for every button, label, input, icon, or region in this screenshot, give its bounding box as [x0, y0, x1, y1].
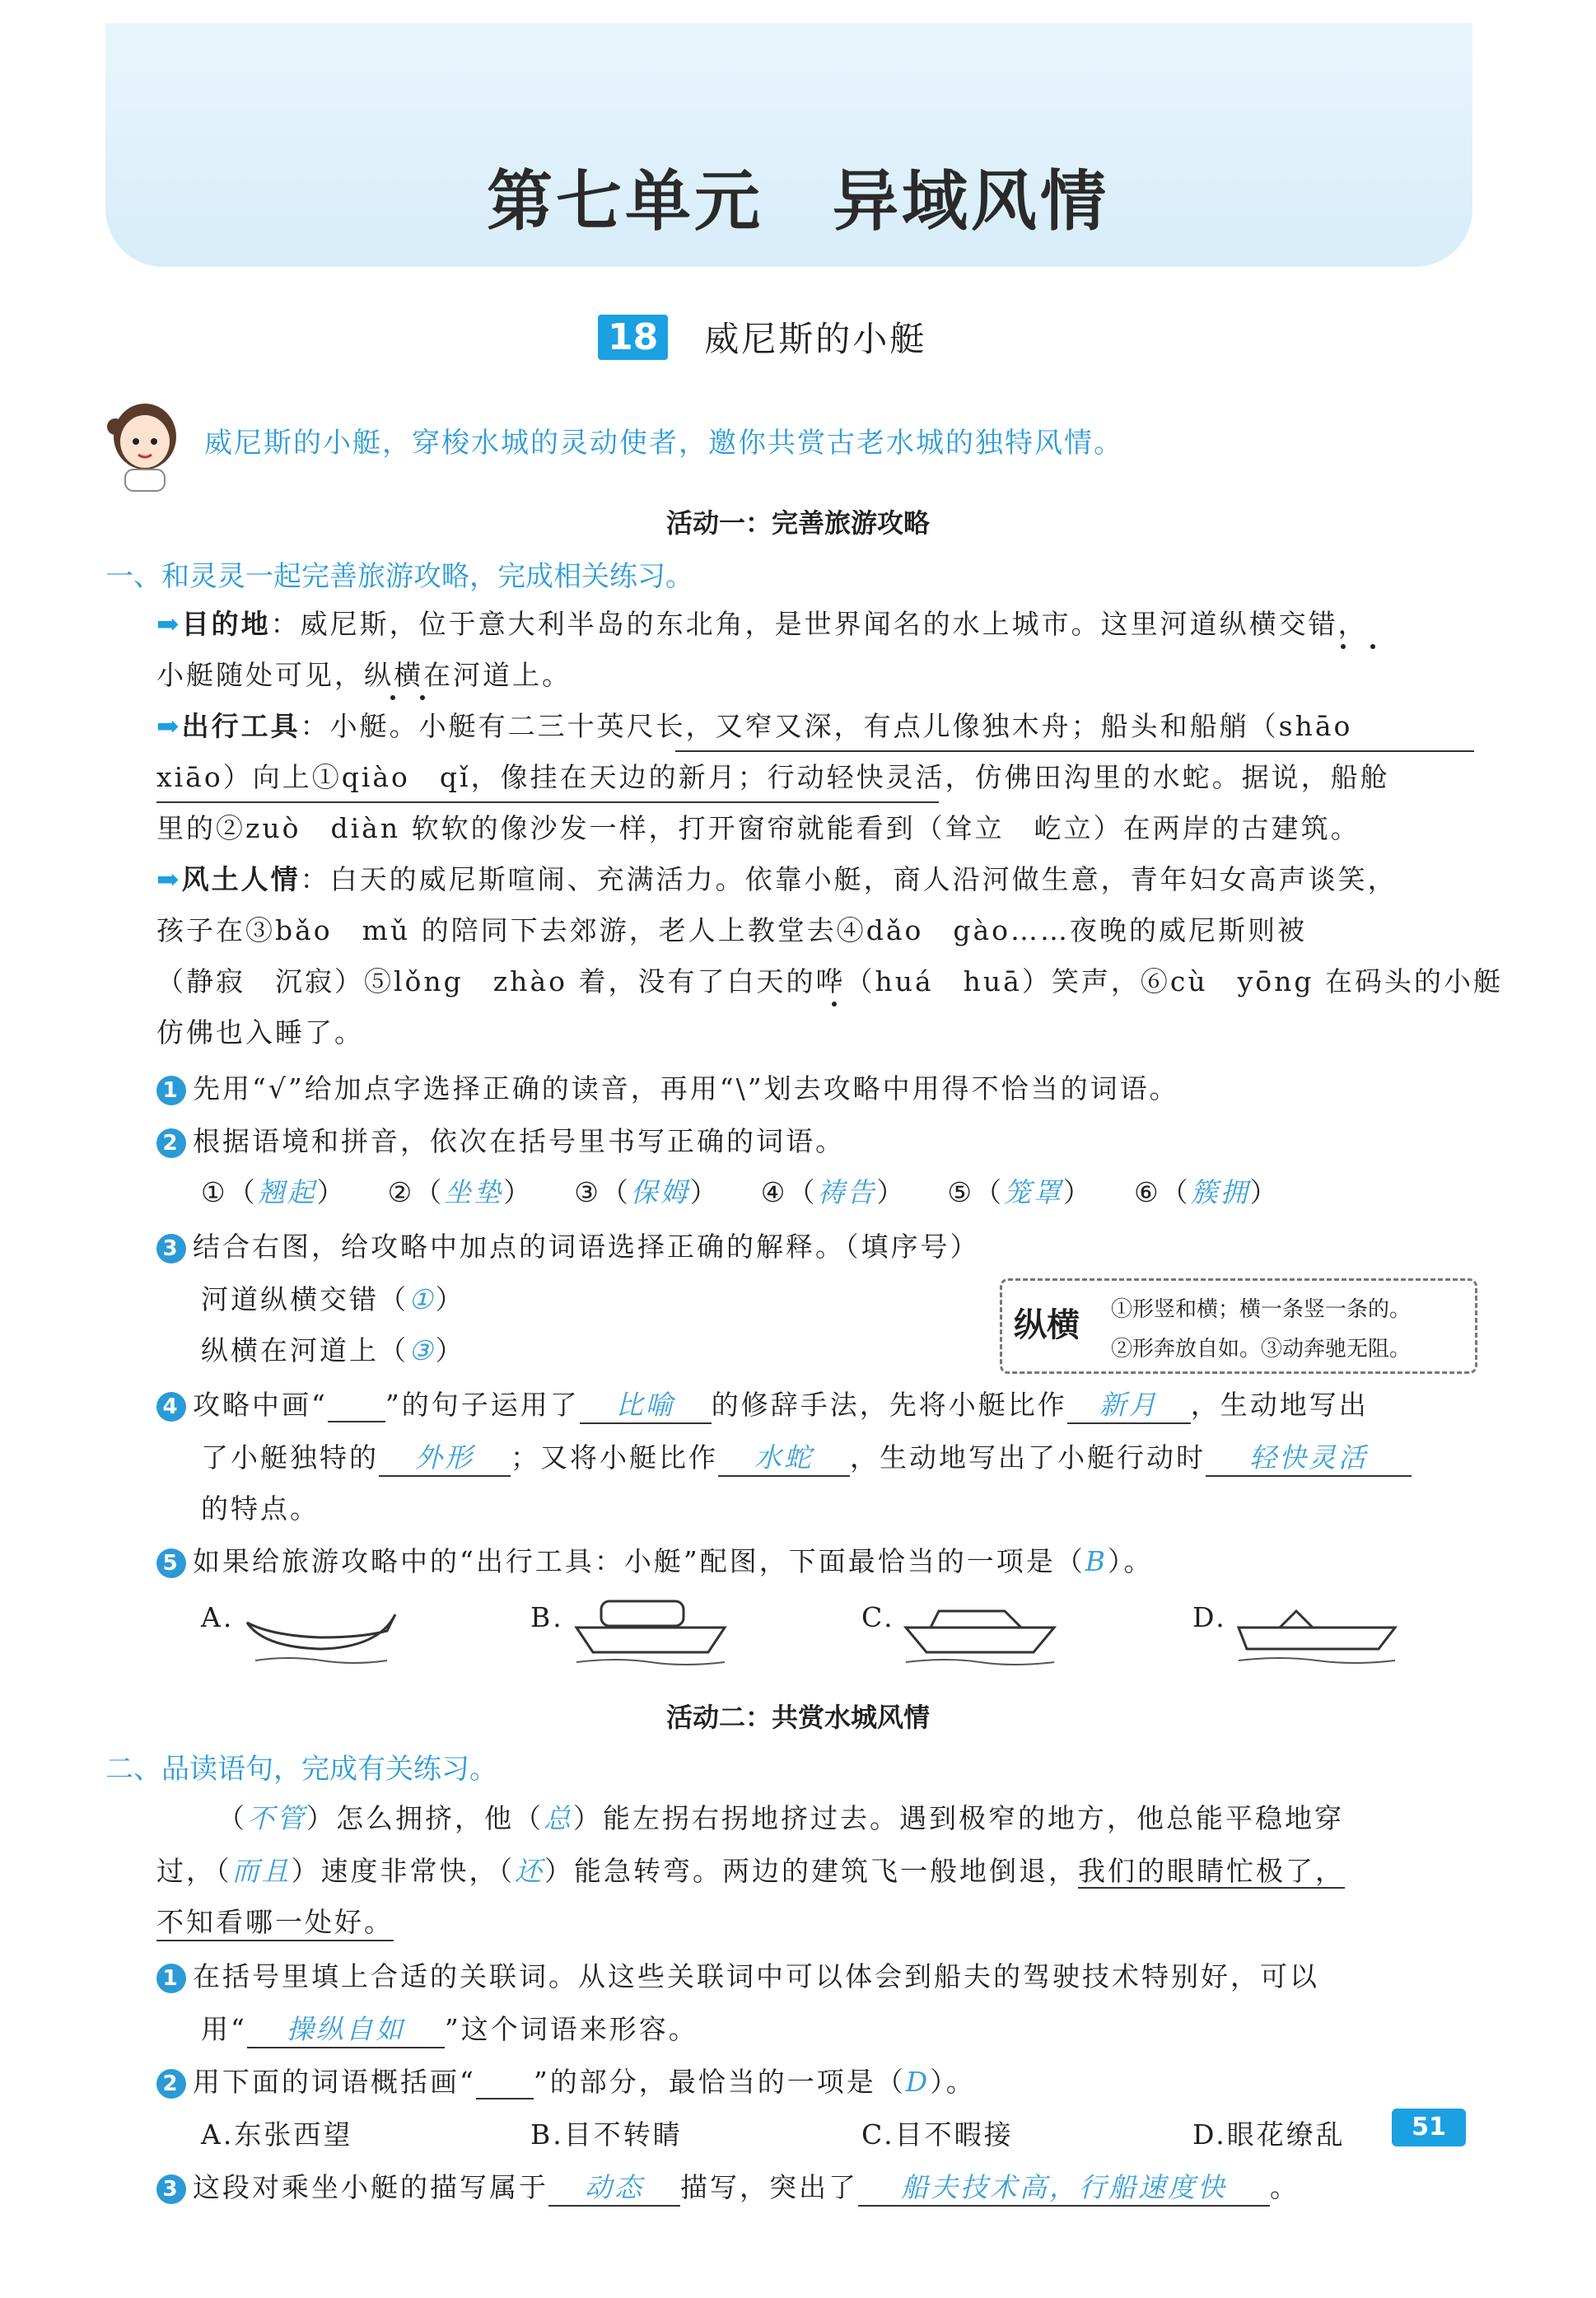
q2-answer-close: ） — [1062, 1176, 1093, 1208]
question-5-end: ）。 — [1108, 1545, 1154, 1577]
transport-text: ：小艇。小艇有二三十英尺长，又窄又深，有点儿像独木舟；船头和船艄（shāo — [300, 710, 1353, 742]
girl-avatar-icon — [97, 394, 193, 493]
passage-line-3: 不知看哪一处好。 — [156, 1901, 394, 1941]
question-3-item-b — [201, 1329, 465, 1368]
q2-answer-item — [761, 1171, 907, 1210]
question-4-line-3: 的特点。 — [201, 1492, 320, 1525]
lesson-title: 威尼斯的小艇 — [704, 319, 927, 359]
question-number-icon: 2 — [156, 2069, 186, 2099]
q2-answer-number: ⑤（ — [947, 1176, 1004, 1208]
section-two-heading: 二、品读语句，完成有关练习。 — [105, 1753, 497, 1786]
arrow-icon: ➡ — [156, 863, 182, 895]
customs-line-4: 仿佛也入睡了。 — [156, 1016, 364, 1049]
question-number-icon: 3 — [156, 2174, 186, 2204]
q2-answer-close: ） — [316, 1176, 347, 1208]
passage-answer-1[interactable]: 不管 — [247, 1802, 306, 1834]
q2-answer-value[interactable]: 坐垫 — [444, 1176, 504, 1208]
s2-question-1-text: 在括号里填上合适的关联词。从这些关联词中可以体会到船夫的驾驶技术特别好，可以 — [193, 1960, 1319, 1992]
question-1 — [156, 1067, 1179, 1106]
q2-answer-item — [1134, 1171, 1280, 1210]
s2-question-3-answer-2[interactable]: 船夫技术高，行船速度快 — [858, 2166, 1270, 2207]
transport-line-1 — [156, 705, 1352, 744]
question-1-text: 先用“√”给加点字选择正确的读音，再用“\”划去攻略中用得不恰当的词语。 — [193, 1072, 1179, 1105]
question-3-item-a-text: 河道纵横交错（ — [201, 1283, 408, 1315]
q2-answer-item — [388, 1171, 534, 1210]
passage-answer-2[interactable]: 总 — [544, 1802, 573, 1834]
q2-answer-value[interactable]: 祷告 — [817, 1176, 877, 1208]
activity-two-heading: 活动二：共赏水城风情 — [665, 1702, 930, 1733]
s2-question-1-answer[interactable]: 操纵自如 — [247, 2008, 445, 2048]
s2-question-1-line-2 — [201, 2008, 698, 2048]
q2-answer-close: ） — [1249, 1176, 1280, 1208]
customs-line-1 — [156, 858, 1398, 897]
passage-text: （ — [217, 1802, 247, 1834]
dictionary-line-2: ②形奔放自如。③动奔驰无阻。 — [1111, 1337, 1412, 1362]
q2-answer-number: ②（ — [387, 1176, 445, 1208]
s2-option-c: C.目不暇接 — [861, 2118, 1014, 2151]
q4-text-7: ，生动地写出了小艇行动时 — [850, 1441, 1206, 1474]
destination-text: ：威尼斯，位于意大利半岛的东北角，是世界闻名的水上城市。这里河道纵横交错， — [270, 608, 1368, 640]
motorboat-icon — [898, 1595, 1062, 1674]
simile-underline — [156, 743, 1474, 809]
wavy-line-blank — [328, 1389, 385, 1422]
page-number: 51 — [1392, 2109, 1466, 2146]
q2-answer-close: ） — [876, 1176, 907, 1208]
q4-text-5: 了小艇独特的 — [201, 1441, 379, 1474]
passage-line-2 — [156, 1850, 1345, 1889]
q2-answer-number: ①（ — [201, 1176, 258, 1208]
question-3-item-a-answer[interactable]: ① — [408, 1283, 436, 1315]
unit-title: 第七单元 异域风情 — [487, 163, 1109, 240]
q4-text-4: ，生动地写出 — [1190, 1389, 1369, 1421]
s2-option-a: A.东张西望 — [201, 2118, 353, 2151]
dictionary-word: 纵横 — [1014, 1306, 1080, 1344]
activity-one-heading: 活动一：完善旅游攻略 — [665, 507, 930, 539]
q4-answer-3[interactable]: 外形 — [379, 1436, 511, 1477]
destination-label: 目的地 — [181, 608, 271, 640]
question-5-answer[interactable]: B — [1085, 1545, 1108, 1577]
q2-answer-number: ⑥（ — [1133, 1176, 1191, 1208]
q4-text-2: ”的句子运用了 — [385, 1389, 580, 1421]
q2-answer-number: ③（ — [574, 1176, 631, 1208]
option-a-label: A. — [201, 1601, 235, 1633]
q4-answer-1[interactable]: 比喻 — [580, 1384, 712, 1424]
question-3-item-a-end: ） — [435, 1283, 465, 1315]
s2-question-1-text-2: 用“ — [201, 2013, 247, 2045]
s2-question-3-text: 这段对乘坐小艇的描写属于 — [193, 2171, 548, 2203]
q4-answer-4[interactable]: 水蛇 — [718, 1436, 850, 1477]
emphasis-dot — [390, 695, 395, 700]
question-number-icon: 4 — [156, 1392, 186, 1422]
passage-answer-4[interactable]: 还 — [515, 1855, 544, 1887]
passage-text: ）怎么拥挤，他（ — [306, 1802, 544, 1834]
gondola-boat-icon — [239, 1598, 404, 1672]
s2-question-2-answer[interactable]: D — [905, 2066, 931, 2098]
question-3-text: 结合右图，给攻略中加点的词语选择正确的解释。（填序号） — [193, 1231, 980, 1263]
question-2 — [156, 1120, 845, 1159]
q2-answer-number: ④（ — [760, 1176, 818, 1208]
s2-question-2-text: 用下面的词语概括画“ — [193, 2066, 476, 2098]
s2-question-2-end: ）。 — [930, 2066, 976, 2098]
q4-answer-5[interactable]: 轻快灵活 — [1206, 1436, 1412, 1477]
transport-line-3: 里的②zuò diàn 软软的像沙发一样，打开窗帘就能看到（耸立 屹立）在两岸的古建筑。 — [156, 812, 1360, 844]
q2-answer-item — [947, 1171, 1093, 1210]
question-number-icon: 1 — [156, 1964, 186, 1993]
q2-answer-value[interactable]: 保姆 — [630, 1176, 690, 1208]
question-3-item-b-answer[interactable]: ③ — [408, 1334, 436, 1366]
s2-question-3 — [156, 2166, 1300, 2207]
s2-option-b: B.目不转睛 — [530, 2118, 683, 2151]
question-2-text: 根据语境和拼音，依次在括号里书写正确的词语。 — [193, 1125, 845, 1157]
question-number-icon: 2 — [156, 1128, 186, 1158]
question-4-line-2 — [201, 1436, 1412, 1477]
emphasis-dot — [832, 1002, 837, 1007]
q2-answer-value[interactable]: 笼罩 — [1003, 1176, 1063, 1208]
question-5 — [156, 1540, 1154, 1579]
q2-answer-close: ） — [503, 1176, 534, 1208]
q2-answer-item — [201, 1171, 347, 1210]
transport-label: 出行工具 — [181, 710, 301, 742]
q4-text-1: 攻略中画“ — [193, 1389, 328, 1421]
option-c-label: C. — [861, 1601, 895, 1633]
s2-question-3-text-2: 描写，突出了 — [680, 2171, 858, 2203]
dictionary-box — [1000, 1278, 1477, 1374]
passage-underlined-text: 我们的眼睛忙极了， — [1078, 1855, 1345, 1887]
question-3-item-b-end: ） — [435, 1334, 465, 1366]
question-2-answers — [201, 1171, 1280, 1210]
s2-question-2-text-2: ”的部分，最恰当的一项是（ — [533, 2066, 906, 2098]
s2-question-1-line-1 — [156, 1955, 1319, 1994]
customs-line-2: 孩子在③bǎo mǔ 的陪同下去郊游，老人上教堂去④dǎo gào……夜晚的威尼斯则被 — [156, 914, 1308, 946]
passage-answer-3[interactable]: 而且 — [231, 1855, 292, 1887]
passage-text: ）能左拐右拐地挤过去。遇到极窄的地方，他总能平稳地穿 — [573, 1802, 1344, 1834]
arrow-icon: ➡ — [156, 710, 182, 742]
passage-line-1 — [217, 1797, 1344, 1836]
option-b-label: B. — [530, 1601, 564, 1633]
option-d-label: D. — [1192, 1601, 1227, 1633]
emphasis-dot — [1370, 644, 1375, 649]
canopy-boat-icon — [568, 1595, 733, 1674]
speedboat-icon — [1230, 1595, 1403, 1674]
passage-text: ）速度非常快，（ — [291, 1855, 515, 1887]
question-number-icon: 3 — [156, 1234, 186, 1263]
question-3-item-b-text: 纵横在河道上（ — [201, 1334, 408, 1366]
q2-answer-close: ） — [689, 1176, 720, 1208]
s2-question-3-answer-1[interactable]: 动态 — [548, 2166, 680, 2207]
question-3-item-a — [201, 1278, 465, 1317]
s2-option-d: D.眼花缭乱 — [1192, 2118, 1346, 2151]
customs-label: 风土人情 — [181, 863, 301, 895]
q2-answer-value[interactable]: 簇拥 — [1190, 1176, 1250, 1208]
dictionary-line-1: ①形竖和横；横一条竖一条的。 — [1111, 1297, 1412, 1322]
q2-answer-value[interactable]: 翘起 — [257, 1176, 317, 1208]
question-5-text: 如果给旅游攻略中的“出行工具：小艇”配图，下面最恰当的一项是（ — [193, 1545, 1085, 1577]
q4-text-6: ；又将小艇比作 — [511, 1441, 718, 1474]
customs-text: ：白天的威尼斯喧闹、充满活力。依靠小艇，商人沿河做生意，青年妇女高声谈笑， — [300, 863, 1398, 895]
q2-answer-item — [574, 1171, 720, 1210]
question-4-line-1 — [156, 1384, 1369, 1424]
destination-line-2: 小艇随处可见，纵横在河道上。 — [156, 659, 572, 691]
emphasis-dot — [1341, 644, 1346, 649]
lesson-number: 18 — [598, 315, 668, 360]
question-3 — [156, 1226, 980, 1264]
s2-question-2 — [156, 2061, 976, 2099]
intro-text: 威尼斯的小艇，穿梭水城的灵动使者，邀你共赏古老水城的独特风情。 — [204, 427, 1123, 460]
passage-text: ）能急转弯。两边的建筑飞一般地倒退， — [544, 1855, 1078, 1887]
emphasis-dot — [420, 695, 425, 700]
passage-text: 过，（ — [156, 1855, 232, 1887]
section-one-heading: 一、和灵灵一起完善旅游攻略，完成相关练习。 — [105, 560, 693, 593]
q4-text-3: 的修辞手法，先将小艇比作 — [711, 1389, 1067, 1421]
question-number-icon: 1 — [156, 1076, 186, 1105]
lesson-header — [598, 311, 926, 362]
s2-question-1-text-3: ”这个词语来形容。 — [444, 2013, 698, 2045]
underline-blank — [476, 2066, 534, 2099]
destination-line-1 — [156, 603, 1368, 642]
transport-line-2: xiāo）向上①qiào qǐ，像挂在天边的新月；行动轻快灵活，仿佛田沟里的水蛇。据说，船舱 — [156, 761, 1390, 793]
arrow-icon: ➡ — [156, 608, 182, 640]
s2-question-3-end: 。 — [1270, 2171, 1300, 2203]
customs-line-3: （静寂 沉寂）⑤lǒng zhào 着，没有了白天的哗（huá huā）笑声，⑥cù yōng 在码头的小艇 — [156, 965, 1503, 997]
question-number-icon: 5 — [156, 1548, 186, 1578]
q4-answer-2[interactable]: 新月 — [1067, 1384, 1191, 1424]
